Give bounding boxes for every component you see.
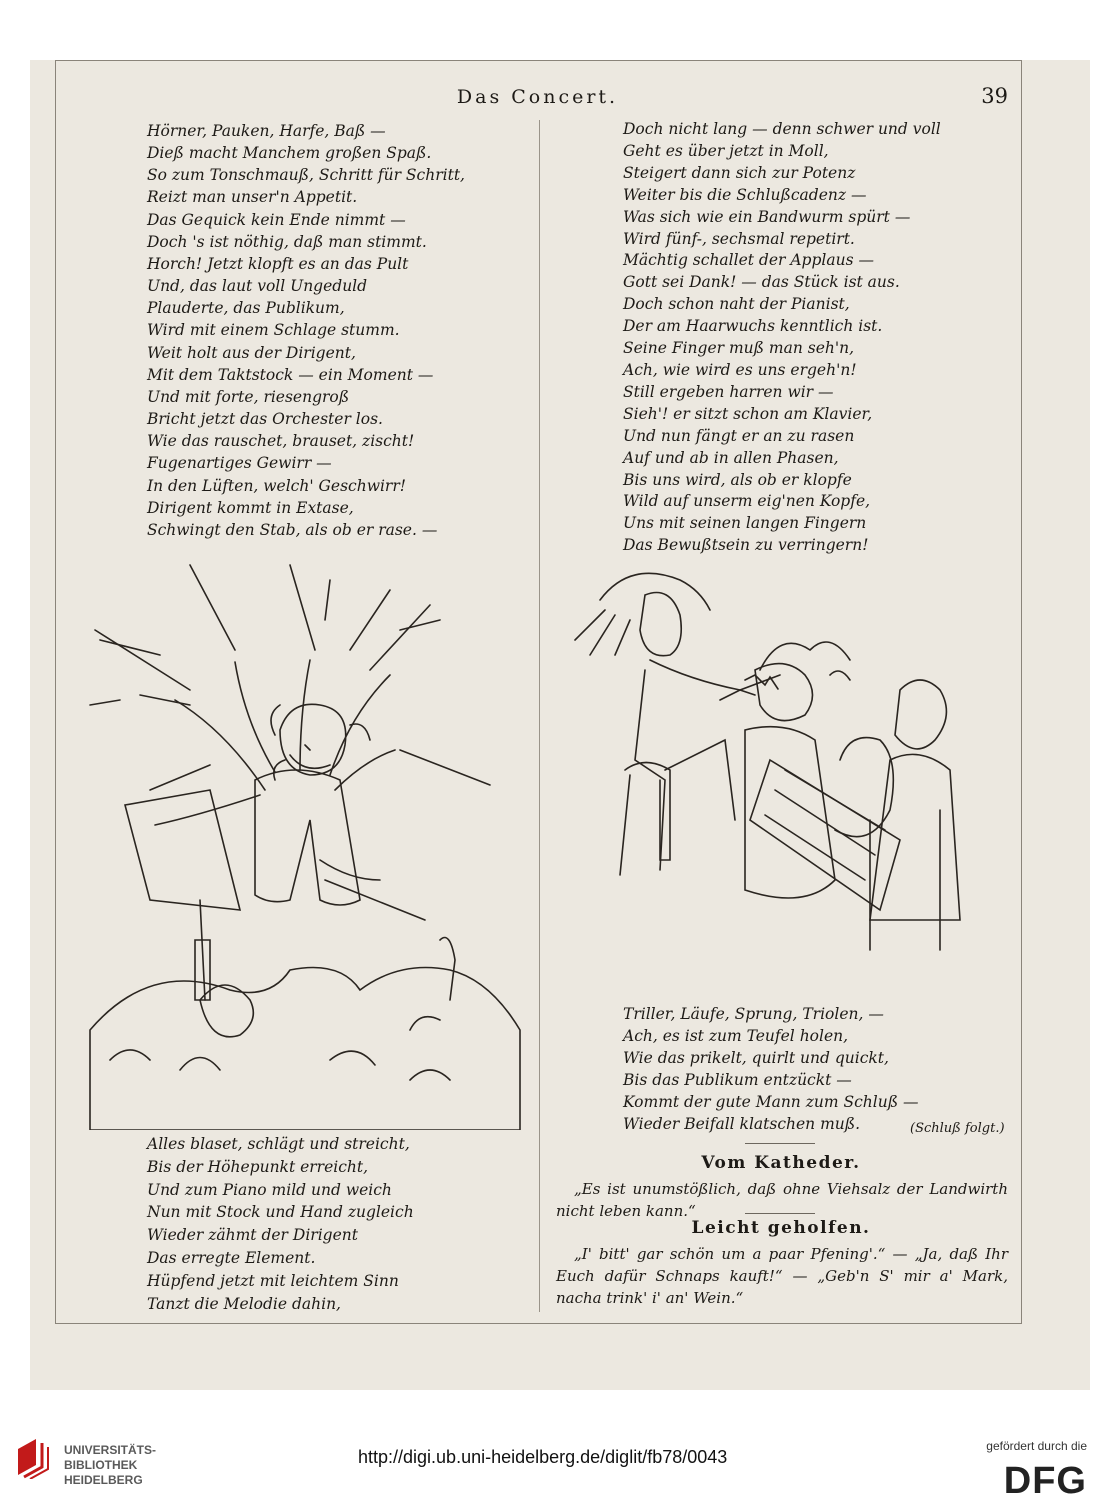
verse-line: Tanzt die Melodie dahin, [147, 1294, 341, 1313]
verse-line: Das Bewußtsein zu verringern! [623, 536, 869, 555]
verse-line: Ach, es ist zum Teufel holen, [623, 1026, 849, 1045]
verse-line: Horch! Jetzt klopft es an das Pult [147, 254, 409, 273]
verse-line: Wild auf unserm eig'nen Kopfe, [623, 492, 871, 511]
verse-block-1 [147, 120, 465, 541]
verse-line: Und, das laut voll Ungeduld [147, 277, 368, 296]
running-header [55, 86, 1020, 112]
verse-line: Triller, Läufe, Sprung, Triolen, — [623, 1005, 884, 1023]
column-divider [539, 120, 540, 1312]
verse-line: Kommt der gute Mann zum Schluß — [623, 1092, 919, 1111]
verse-block-4 [623, 1004, 919, 1135]
verse-line: So zum Tonschmauß, Schritt für Schritt, [147, 166, 465, 185]
verse-line: Das erregte Element. [147, 1248, 316, 1267]
verse-line: Gott sei Dank! — das Stück ist aus. [623, 273, 900, 292]
library-line: HEIDELBERG [64, 1473, 143, 1487]
section-rule-1 [745, 1143, 815, 1144]
verse-line: Weit holt aus der Dirigent, [147, 343, 356, 362]
verse-line: Das Gequick kein Ende nimmt — [147, 210, 406, 229]
funded-by-label: gefördert durch die [986, 1439, 1087, 1453]
verse-line: Bis das Publikum entzückt — [623, 1070, 852, 1089]
section-title-vom-katheder: Vom Katheder. [701, 1153, 861, 1173]
anecdote-vom-katheder: „Es ist unumstößlich, daß ohne Viehsalz der Landwirth nicht leben kann.“ [556, 1180, 1008, 1220]
verse-line: Fugenartiges Gewirr — [147, 454, 332, 473]
verse-line: Und mit forte, riesengroß [147, 387, 350, 406]
verse-line: Und zum Piano mild und weich [147, 1180, 392, 1199]
library-line: UNIVERSITÄTS- [64, 1443, 157, 1457]
verse-line: Wie das rauschet, brauset, zischt! [147, 432, 415, 451]
page-number: 39 [981, 84, 1008, 108]
verse-line: Sieh'! er sitzt schon am Klavier, [623, 404, 873, 423]
verse-line: Was sich wie ein Bandwurm spürt — [623, 207, 911, 226]
verse-line: Geht es über jetzt in Moll, [623, 141, 829, 160]
verse-line: Weiter bis die Schlußcadenz — [623, 185, 867, 204]
verse-line: Wird fünf-, sechsmal repetirt. [623, 229, 855, 248]
verse-line: Plauderte, das Publikum, [147, 299, 345, 318]
verse-line: Hörner, Pauken, Harfe, Baß — [147, 122, 386, 140]
section-title-leicht-geholfen: Leicht geholfen. [691, 1218, 871, 1238]
verse-line: Uns mit seinen langen Fingern [623, 514, 867, 533]
verse-line: Mächtig schallet der Applaus — [623, 251, 874, 270]
verse-line: Wieder zähmt der Dirigent [147, 1226, 358, 1245]
conductor-illustration [80, 560, 530, 1130]
verse-line: Still ergeben harren wir — [623, 382, 834, 401]
verse-line: Bis uns wird, als ob er klopfe [623, 470, 852, 489]
section-rule-2 [745, 1213, 815, 1214]
verse-line: Ach, wie wird es uns ergeh'n! [623, 360, 857, 379]
verse-line: Und nun fängt er an zu rasen [623, 426, 855, 445]
verse-line: Mit dem Taktstock — ein Moment — [147, 365, 434, 384]
verse-line: Dirigent kommt in Extase, [147, 498, 354, 517]
verse-line: Der am Haarwuchs kenntlich ist. [623, 317, 883, 336]
verse-line: Doch schon naht der Pianist, [623, 295, 850, 314]
university-library-name [64, 1443, 156, 1488]
verse-block-2 [623, 119, 941, 557]
verse-line: Wird mit einem Schlage stumm. [147, 321, 400, 340]
verse-line: Nun mit Stock und Hand zugleich [147, 1203, 414, 1222]
verse-line: Schwingt den Stab, als ob er rase. — [147, 520, 438, 539]
verse-line: Alles blaset, schlägt und streicht, [147, 1135, 410, 1153]
anecdote-leicht-geholfen: „I' bitt' gar schön um a paar Pfening'.“ — „Ja, daß Ihr Euch dafür Schnaps kauft!“ — „Geb'n S' mir a' Mark, nacha trink' i' an' Wein.“ [556, 1245, 1008, 1307]
verse-line: In den Lüften, welch' Geschwirr! [147, 476, 406, 495]
verse-line: Steigert dann sich zur Potenz [623, 163, 856, 182]
dfg-logo: DFG [1003, 1460, 1087, 1502]
library-line: BIBLIOTHEK [64, 1458, 138, 1472]
verse-line: Wieder Beifall klatschen muß. [623, 1114, 861, 1133]
verse-block-3 [147, 1133, 414, 1315]
verse-line: Hüpfend jetzt mit leichtem Sinn [147, 1271, 399, 1290]
verse-line: Reizt man unser'n Appetit. [147, 188, 358, 207]
verse-line: Bis der Höhepunkt erreicht, [147, 1157, 369, 1176]
pianist-illustration [570, 560, 1010, 1000]
header-title: Das Concert. [456, 86, 619, 108]
verse-line: Auf und ab in allen Phasen, [623, 448, 839, 467]
permalink[interactable]: http://digi.ub.uni-heidelberg.de/diglit/fb78/0043 [358, 1447, 728, 1467]
verse-line: Dieß macht Manchem großen Spaß. [147, 144, 432, 163]
verse-line: Wie das prikelt, quirlt und quickt, [623, 1048, 889, 1067]
verse-line: Doch nicht lang — denn schwer und voll [623, 120, 941, 138]
verse-line: Bricht jetzt das Orchester los. [147, 410, 383, 429]
verse-line: Doch 's ist nöthig, daß man stimmt. [147, 232, 427, 251]
continuation-note: (Schluß folgt.) [910, 1121, 1005, 1136]
university-library-logo-icon [14, 1437, 56, 1479]
verse-line: Seine Finger muß man seh'n, [623, 339, 855, 358]
